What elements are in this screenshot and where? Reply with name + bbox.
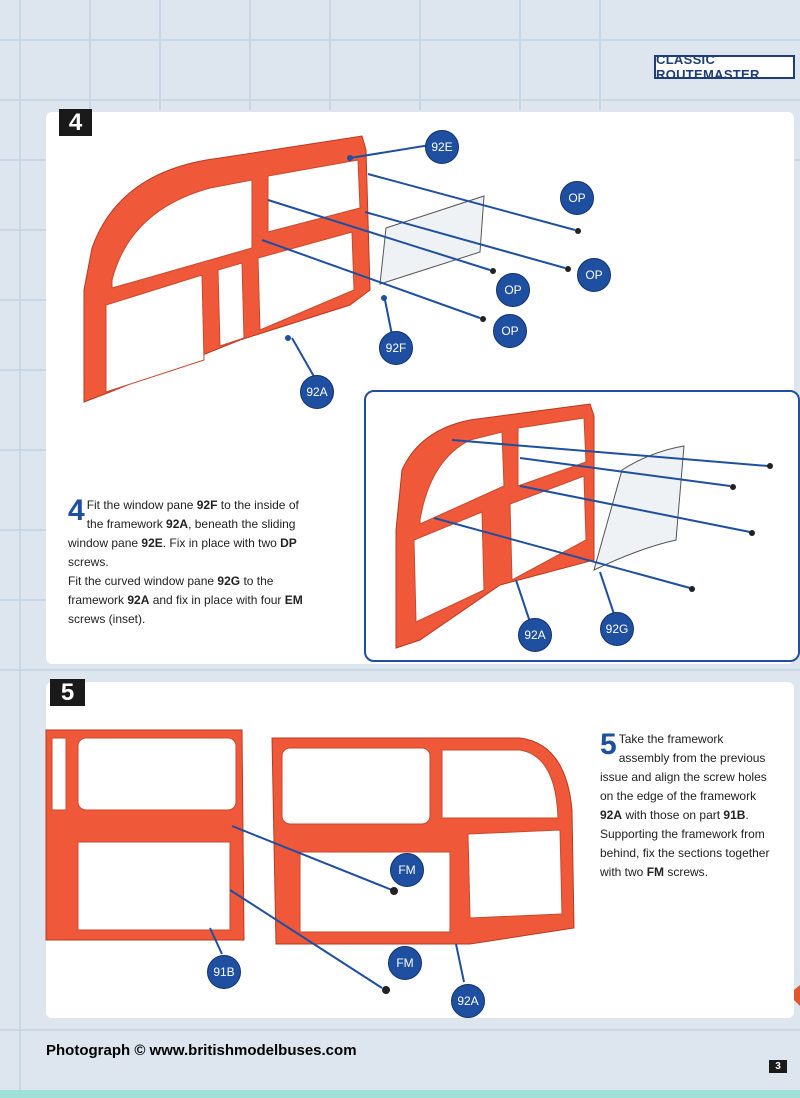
step-5-big-number: 5 xyxy=(600,728,617,761)
callout-op-4: OP xyxy=(493,314,527,348)
callout-op-3: OP xyxy=(496,273,530,307)
callout-92f: 92F xyxy=(379,331,413,365)
step-4-instructions: 4 Fit the window pane 92F to the inside of the framework 92A, beneath the sliding window pane 92E. Fix in place with two DP screws. Fit the curved window pane 92G to the framework 92A and fix in place with four EM screws (inset). xyxy=(68,494,303,626)
page-number: 3 xyxy=(769,1060,787,1073)
callout-fm-1: FM xyxy=(390,853,424,887)
callout-91b: 91B xyxy=(207,955,241,989)
callout-fm-2: FM xyxy=(388,946,422,980)
photo-credit: Photograph © www.britishmodelbuses.com xyxy=(46,1042,357,1059)
callout-op-2: OP xyxy=(577,258,611,292)
inset-callout-92g: 92G xyxy=(600,612,634,646)
step-4-big-number: 4 xyxy=(68,494,85,527)
callout-92a-step5: 92A xyxy=(451,984,485,1018)
step-5-number: 5 xyxy=(50,679,85,706)
callout-92a: 92A xyxy=(300,375,334,409)
step-4-number: 4 xyxy=(59,109,92,136)
callout-op-1: OP xyxy=(560,181,594,215)
step-5-instructions: 5 Take the framework assembly from the previous issue and align the screw holes on the edge of the framework 92A with those on part 91B. Supporting the framework from behind, fix the sections together with two FM screws. xyxy=(600,728,770,879)
series-title-badge: CLASSIC ROUTEMASTER xyxy=(654,55,795,79)
inset-callout-92a: 92A xyxy=(518,618,552,652)
callout-92e: 92E xyxy=(425,130,459,164)
